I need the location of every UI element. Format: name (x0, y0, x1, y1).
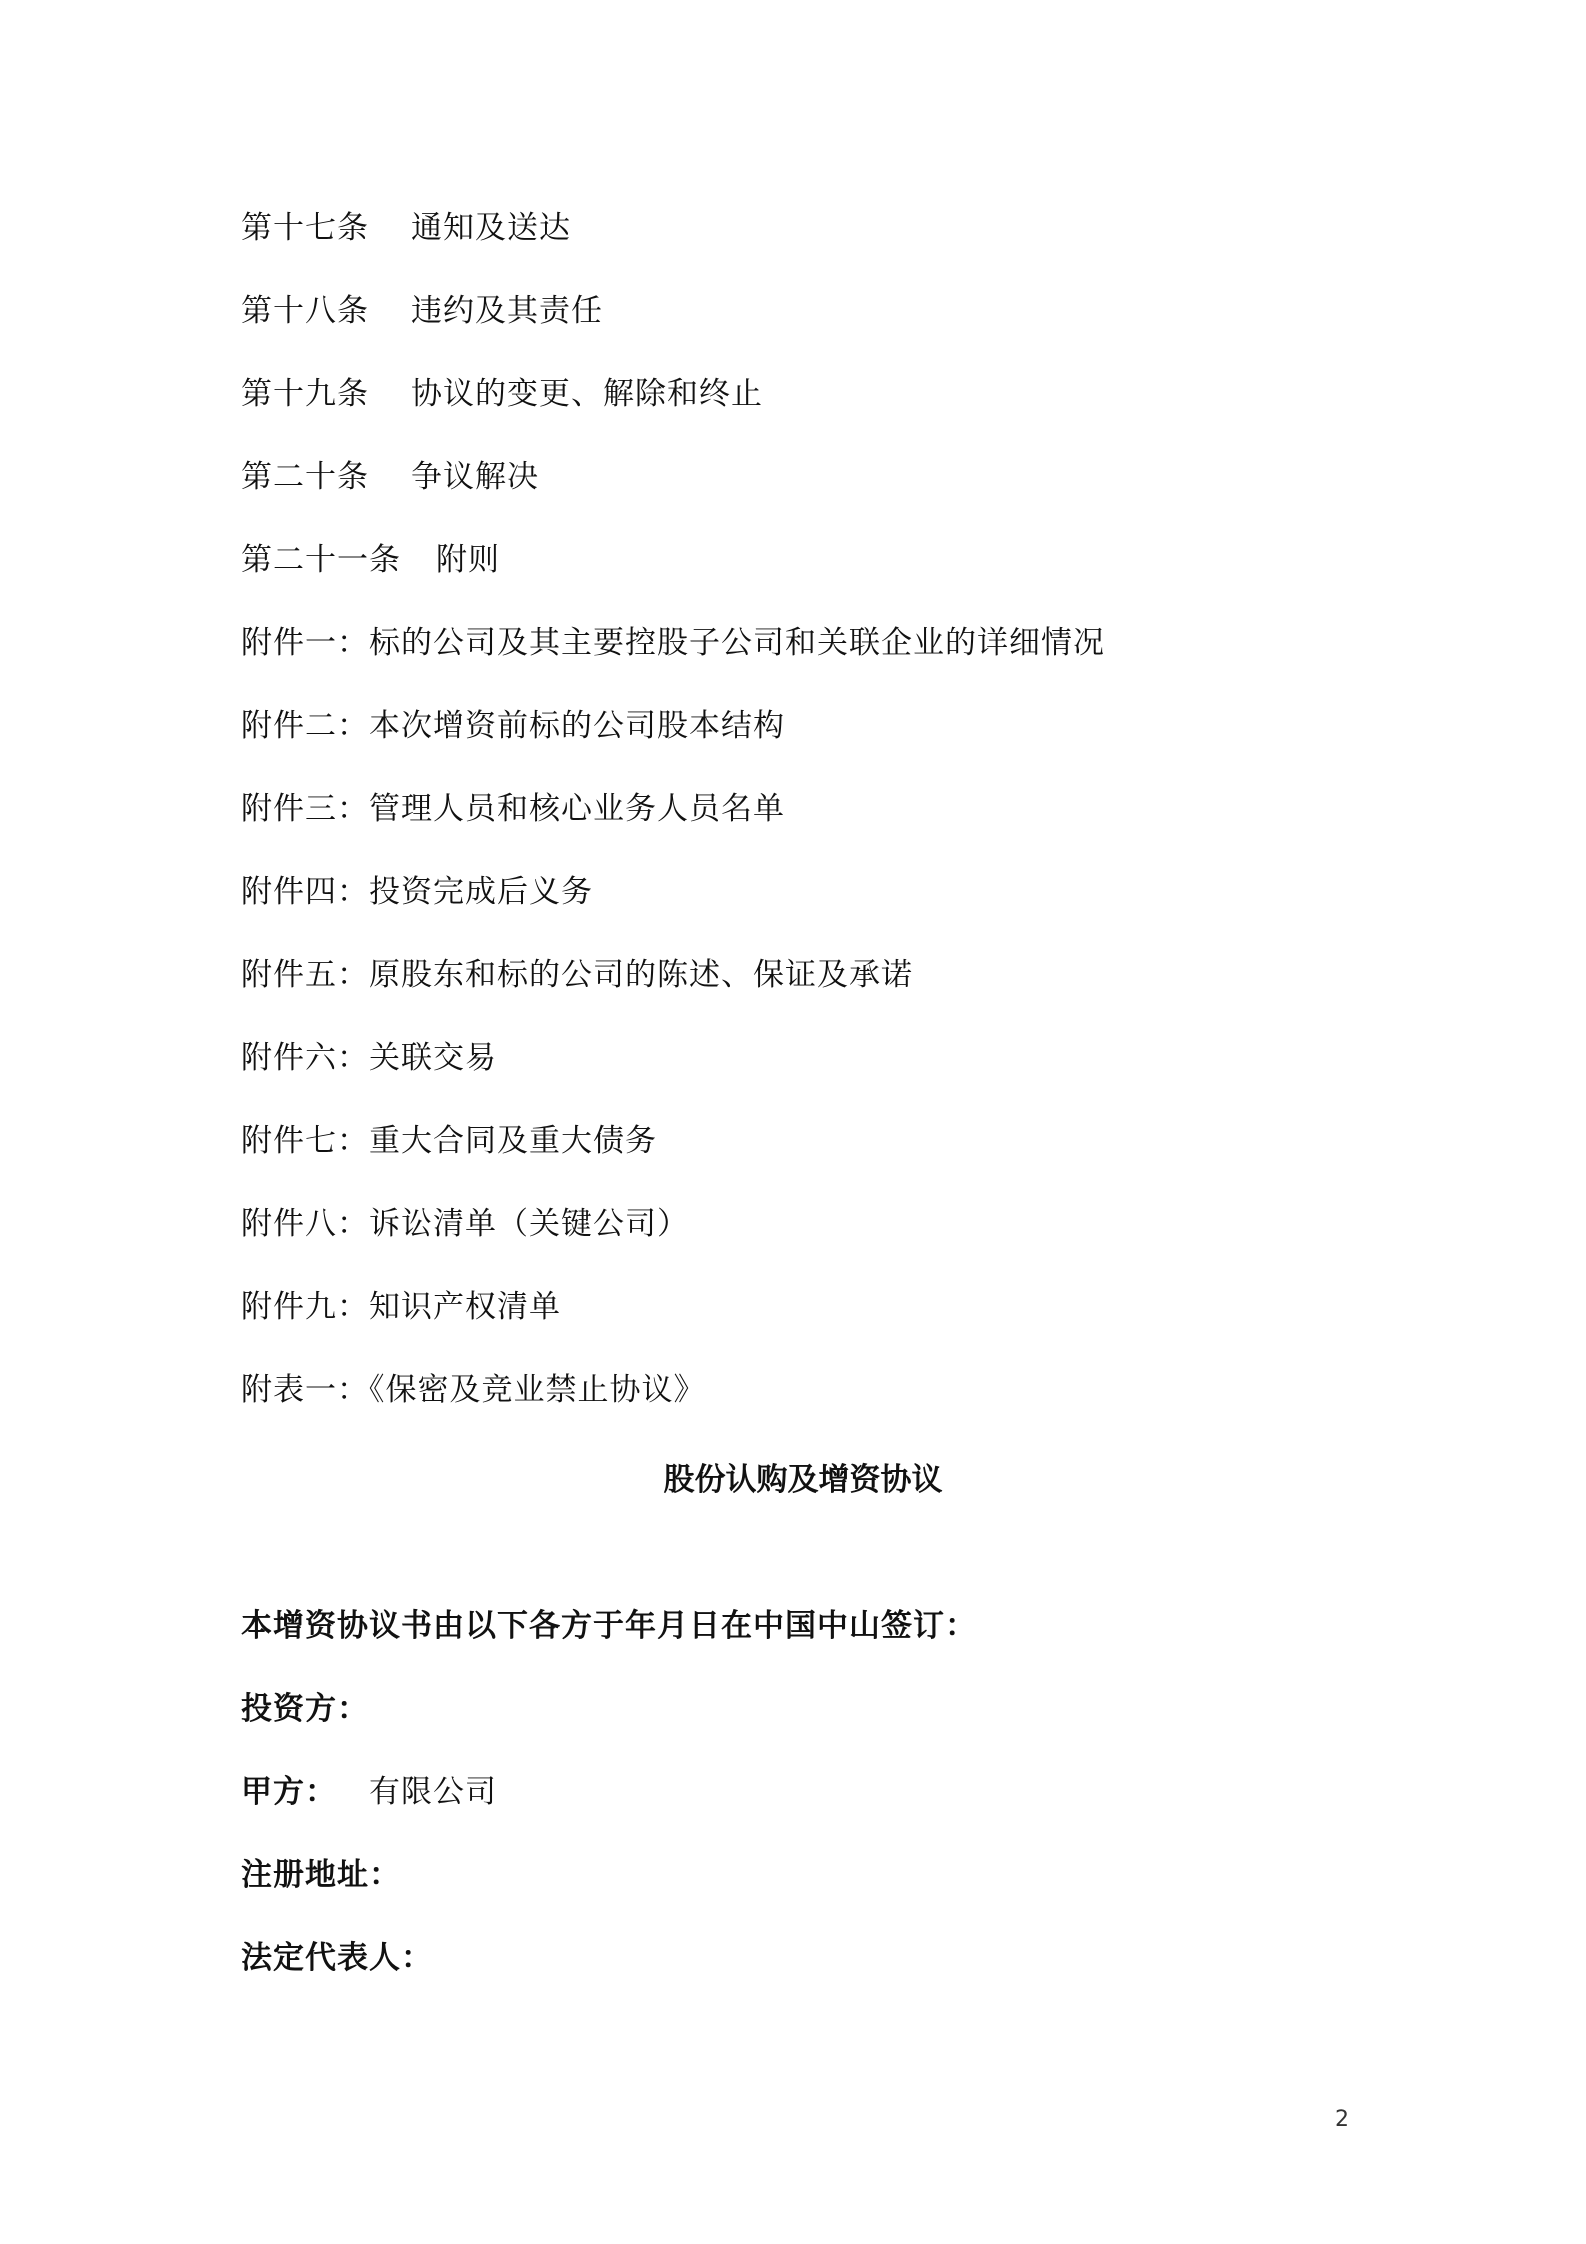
party-a-line (241, 1772, 497, 1812)
article-number: 第十九条 (241, 376, 369, 412)
toc-schedule-1: 附表一：《保密及竞业禁止协议》 (241, 1372, 706, 1408)
article-number: 第十八条 (241, 293, 369, 329)
article-number: 第二十条 (241, 459, 369, 495)
legal-representative-label: 法定代表人： (241, 1940, 433, 1976)
toc-article-21 (241, 540, 500, 580)
toc-attachment-3: 附件三：管理人员和核心业务人员名单 (241, 791, 785, 827)
article-label: 协议的变更、解除和终止 (411, 376, 763, 412)
toc-attachment-1: 附件一：标的公司及其主要控股子公司和关联企业的详细情况 (241, 625, 1105, 661)
toc-attachment-4: 附件四：投资完成后义务 (241, 874, 593, 910)
agreement-title: 股份认购及增资协议 (663, 1462, 943, 1498)
intro-paragraph: 本增资协议书由以下各方于年月日在中国中山签订： (241, 1608, 977, 1644)
toc-article-18 (241, 291, 603, 331)
investor-label: 投资方： (241, 1691, 369, 1727)
toc-article-19 (241, 374, 763, 414)
toc-attachment-8: 附件八：诉讼清单（关键公司） (241, 1206, 689, 1242)
registered-address-label: 注册地址： (241, 1857, 401, 1893)
page-number: 2 (1335, 2107, 1349, 2132)
toc-attachment-2: 附件二：本次增资前标的公司股本结构 (241, 708, 785, 744)
article-number: 第十七条 (241, 210, 369, 246)
toc-attachment-9: 附件九：知识产权清单 (241, 1289, 561, 1325)
toc-article-17 (241, 208, 571, 248)
article-label: 违约及其责任 (411, 293, 603, 329)
toc-attachment-5: 附件五：原股东和标的公司的陈述、保证及承诺 (241, 957, 913, 993)
toc-attachment-7: 附件七：重大合同及重大债务 (241, 1123, 657, 1159)
article-label: 通知及送达 (411, 210, 571, 246)
article-label: 附则 (436, 542, 500, 578)
party-a-value: 有限公司 (369, 1774, 497, 1810)
toc-attachment-6: 附件六：关联交易 (241, 1040, 497, 1076)
toc-article-20 (241, 457, 539, 497)
party-a-key: 甲方： (241, 1774, 337, 1810)
article-label: 争议解决 (411, 459, 539, 495)
article-number: 第二十一条 (241, 542, 401, 578)
